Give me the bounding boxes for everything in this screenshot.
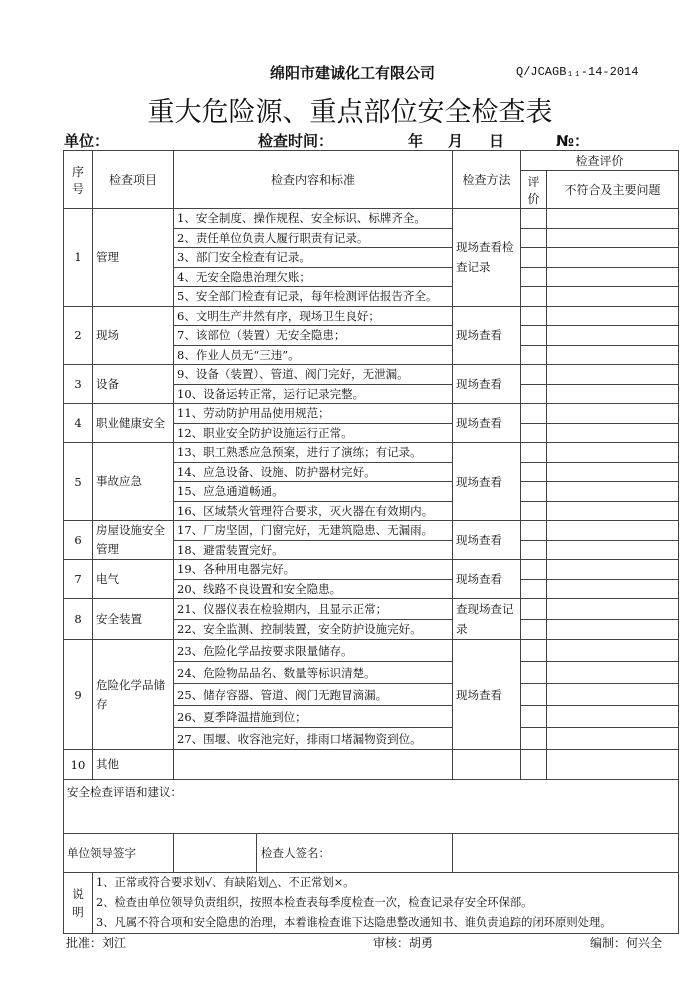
issue-cell[interactable] [547,345,679,365]
row-item: 职业健康安全 [93,404,174,443]
issue-cell[interactable] [547,521,679,541]
row-content: 16、区域禁火管理符合要求，灭火器在有效期内。 [174,501,453,521]
issue-cell[interactable] [547,599,679,620]
row-content: 21、仪器仪表在检验期内，且显示正常； [174,599,453,620]
issue-cell[interactable] [547,560,679,580]
row-method: 现场查看 [453,521,521,560]
table-row [64,750,679,780]
row-method: 现场查看 [453,443,521,521]
eval-cell[interactable] [521,521,547,541]
row-content: 5、安全部门检查有记录，每年检测评估报告齐全。 [174,287,453,307]
issue-cell[interactable] [547,267,679,287]
eval-cell[interactable] [521,462,547,482]
comments-field[interactable] [64,780,679,834]
eval-cell[interactable] [521,404,547,424]
table-row [64,443,679,463]
row-method: 现场查看 [453,560,521,599]
eval-cell[interactable] [521,248,547,268]
row-item: 房屋设施安全管理 [93,521,174,560]
issue-cell[interactable] [547,287,679,307]
document-code: Q/JCAGB₁₁-14-2014 [516,65,639,79]
number-label: №： [556,132,590,150]
row-content: 11、劳动防护用品使用规范； [174,404,453,424]
issue-cell[interactable] [547,326,679,346]
table-row [64,560,679,580]
row-item: 危险化学品储存 [93,640,174,750]
table-row [64,521,679,541]
row-content: 10、设备运转正常，运行记录完整。 [174,384,453,404]
table-row [64,640,679,662]
notes-label: 说明 [64,873,93,934]
row-content: 17、厂房坚固，门窗完好，无建筑隐患、无漏雨。 [174,521,453,541]
leader-sign-label: 单位领导签字 [64,834,174,873]
row-content: 15、应急通道畅通。 [174,482,453,502]
eval-cell[interactable] [521,365,547,385]
row-content: 24、危险物品品名、数量等标识清楚。 [174,662,453,684]
eval-cell[interactable] [521,326,547,346]
row-seq: 4 [64,404,93,443]
row-method [453,750,521,780]
unit-label: 单位： [64,132,110,150]
issue-cell[interactable] [547,684,679,706]
table-row [64,365,679,385]
eval-cell[interactable] [521,423,547,443]
inspector-sign-label: 检查人签名： [261,846,330,860]
row-content: 3、部门安全检查有记录。 [174,248,453,268]
issue-cell[interactable] [547,706,679,728]
approved-by: 批准：刘江 [66,936,127,950]
row-content: 7、该部位（装置）无安全隐患； [174,326,453,346]
header-eval: 评价 [521,171,547,209]
row-content: 25、储存容器、管道、阀门无跑冒滴漏。 [174,684,453,706]
issue-cell[interactable] [547,750,679,780]
eval-cell[interactable] [521,501,547,521]
issue-cell[interactable] [547,443,679,463]
row-item: 安全装置 [93,599,174,640]
issue-cell[interactable] [547,619,679,640]
row-item: 电气 [93,560,174,599]
eval-cell[interactable] [521,345,547,365]
row-seq: 9 [64,640,93,750]
eval-cell[interactable] [521,267,547,287]
row-content: 9、设备（装置）、管道、阀门完好，无泄漏。 [174,365,453,385]
header-content: 检查内容和标准 [174,151,453,209]
issue-cell[interactable] [547,404,679,424]
page-title: 重大危险源、重点部位安全检查表 [147,97,553,128]
comments-label: 安全检查评语和建议： [67,785,182,799]
row-seq: 10 [64,750,93,780]
row-content: 13、职工熟悉应急预案，进行了演练；有记录。 [174,443,453,463]
day-label: 日 [489,132,505,150]
row-method: 现场查看 [453,306,521,365]
issue-cell[interactable] [547,423,679,443]
eval-cell[interactable] [521,684,547,706]
row-content: 14、应急设备、设施、防护器材完好。 [174,462,453,482]
table-row [64,599,679,620]
issue-cell[interactable] [547,482,679,502]
issue-cell[interactable] [547,640,679,662]
eval-cell[interactable] [521,599,547,620]
month-label: 月 [448,132,464,150]
row-content: 26、夏季降温措施到位； [174,706,453,728]
header-issues: 不符合及主要问题 [547,171,679,209]
header-evaluation: 检查评价 [521,151,679,171]
row-item: 管理 [93,209,174,307]
eval-cell[interactable] [521,384,547,404]
row-method: 现场查看 [453,365,521,404]
eval-cell[interactable] [521,443,547,463]
row-content: 8、作业人员无“三违”。 [174,345,453,365]
issue-cell[interactable] [547,728,679,750]
row-method: 现场查看 [453,404,521,443]
issue-cell[interactable] [547,228,679,248]
row-seq: 3 [64,365,93,404]
row-content: 27、围堰、收容池完好，排雨口堵漏物资到位。 [174,728,453,750]
table-row [64,209,679,229]
row-content: 23、危险化学品按要求限量储存。 [174,640,453,662]
row-seq: 7 [64,560,93,599]
row-method: 现场查看 [453,640,521,750]
row-seq: 6 [64,521,93,560]
leader-sign-cell[interactable] [174,834,453,873]
eval-cell[interactable] [521,209,547,229]
issue-cell[interactable] [547,384,679,404]
row-method: 现场查看检查记录 [453,209,521,307]
eval-cell[interactable] [521,750,547,780]
year-label: 年 [408,132,424,150]
issue-cell[interactable] [547,540,679,560]
header-seq: 序号 [64,151,93,209]
row-method: 查现场查记录 [453,599,521,640]
eval-cell[interactable] [521,640,547,662]
issue-cell[interactable] [547,209,679,229]
eval-cell[interactable] [521,579,547,599]
reviewed-by: 审核：胡勇 [373,936,434,950]
row-content [174,750,453,780]
row-seq: 5 [64,443,93,521]
eval-cell[interactable] [521,287,547,307]
row-seq: 2 [64,306,93,365]
row-content: 22、安全监测、控制装置，安全防护设施完好。 [174,619,453,640]
note-3: 3、凡属不符合项和安全隐患的治理，本着谁检查谁下达隐患整改通知书、谁负责追踪的闭环原则处理。 [96,916,612,929]
eval-cell[interactable] [521,306,547,326]
eval-cell[interactable] [521,728,547,750]
note-1: 1、正常或符合要求划√、有缺陷划△、不正常划×。 [96,876,355,889]
issue-cell[interactable] [547,579,679,599]
row-seq: 1 [64,209,93,307]
checklist-table [63,150,679,934]
row-item: 事故应急 [93,443,174,521]
eval-cell[interactable] [521,482,547,502]
row-content: 6、文明生产井然有序，现场卫生良好； [174,306,453,326]
issue-cell[interactable] [547,662,679,684]
time-label: 检查时间： [258,132,334,150]
row-content: 18、避雷装置完好。 [174,540,453,560]
row-content: 2、责任单位负责人履行职责有记录。 [174,228,453,248]
eval-cell[interactable] [521,540,547,560]
issue-cell[interactable] [547,462,679,482]
row-item: 现场 [93,306,174,365]
table-row [64,306,679,326]
header-item: 检查项目 [93,151,174,209]
table-row [64,404,679,424]
eval-cell[interactable] [521,619,547,640]
issue-cell[interactable] [547,501,679,521]
row-content: 12、职业安全防护设施运行正常。 [174,423,453,443]
row-item: 其他 [93,750,174,780]
eval-cell[interactable] [521,706,547,728]
row-content: 1、安全制度、操作规程、安全标识、标牌齐全。 [174,209,453,229]
company-name: 绵阳市建诚化工有限公司 [270,64,436,82]
prepared-by: 编制：何兴全 [590,936,663,950]
eval-cell[interactable] [521,662,547,684]
header-method: 检查方法 [453,151,521,209]
inspector-sign-cell[interactable] [453,834,679,873]
note-2: 2、检查由单位领导负责组织，按照本检查表每季度检查一次，检查记录存安全环保部。 [96,896,533,909]
row-content: 4、无安全隐患治理欠账； [174,267,453,287]
row-content: 20、线路不良设置和安全隐患。 [174,579,453,599]
issue-cell[interactable] [547,306,679,326]
row-content: 19、各种用电器完好。 [174,560,453,580]
row-seq: 8 [64,599,93,640]
row-item: 设备 [93,365,174,404]
issue-cell[interactable] [547,365,679,385]
eval-cell[interactable] [521,560,547,580]
issue-cell[interactable] [547,248,679,268]
eval-cell[interactable] [521,228,547,248]
